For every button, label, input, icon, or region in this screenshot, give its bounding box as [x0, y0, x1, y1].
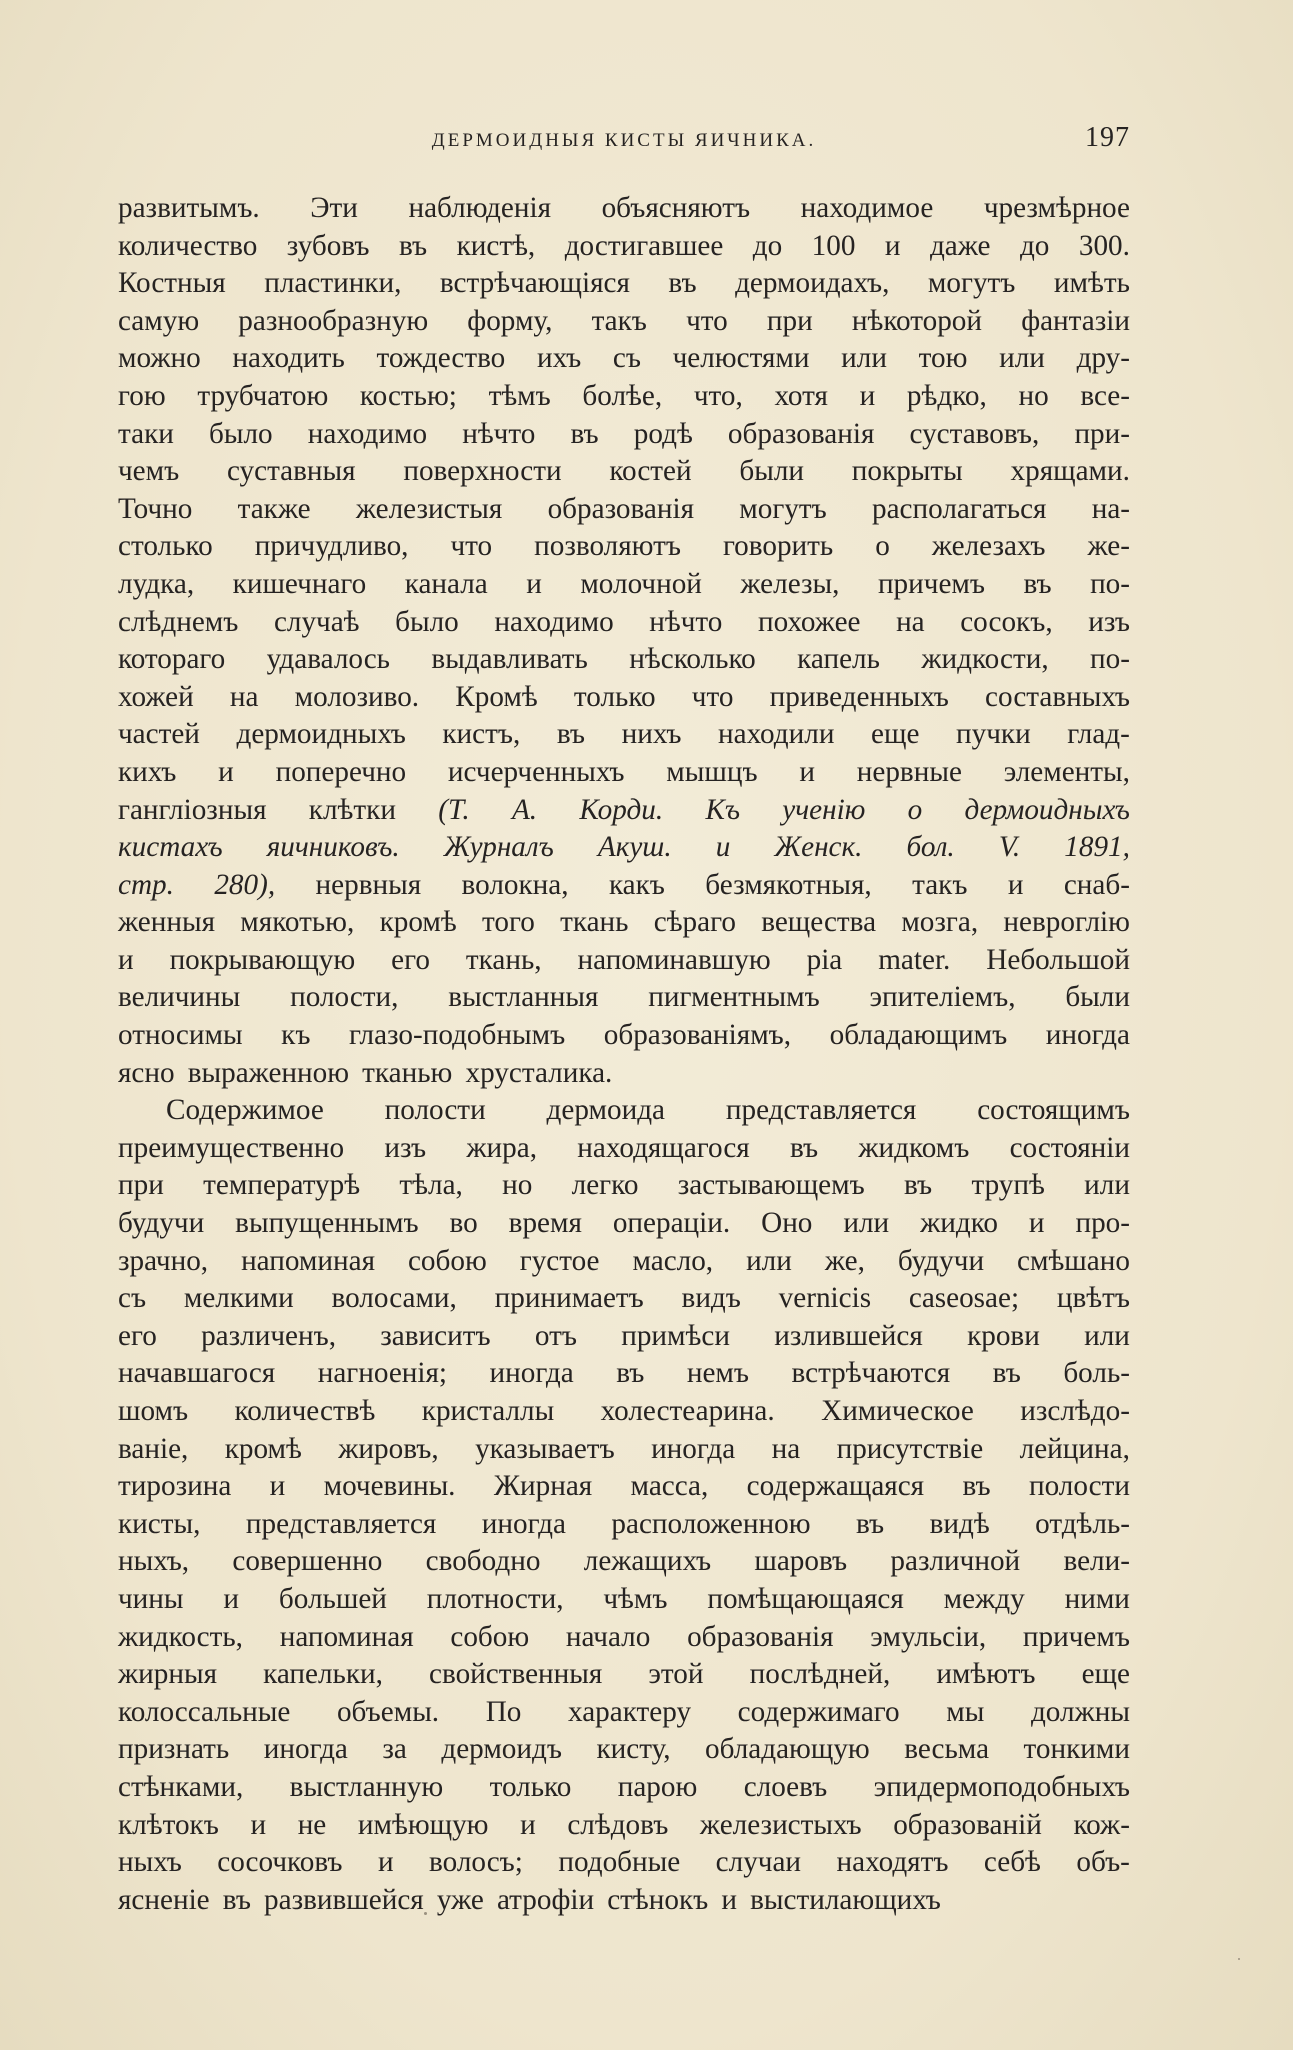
- text-line: ныхъ сосочковъ и волосъ; подобные случаи находятъ себѣ объ-: [118, 1846, 1130, 1879]
- text-line: развитымъ. Эти наблюденія объясняютъ находимое чрезмѣрное: [118, 192, 1130, 224]
- text-line: начавшагося нагноенія; иногда въ немъ встрѣчаются въ боль-: [118, 1357, 1130, 1390]
- text-line: таки было находимо нѣчто въ родѣ образованія суставовъ, при-: [118, 417, 1130, 450]
- text-line: ваніе, кромѣ жировъ, указываетъ иногда на присутствіе лейцина,: [118, 1432, 1130, 1465]
- text-line: относимы къ глазо-подобнымъ образованіямъ, обладающимъ иногда: [118, 1019, 1130, 1052]
- text-line: шомъ количествѣ кристаллы холестеарина. Химическое изслѣдо-: [118, 1395, 1130, 1427]
- running-head: ДЕРМОИДНЫЯ КИСТЫ ЯИЧНИКА.: [431, 130, 817, 151]
- text-line: жидкость, напоминая собою начало образованія эмульсіи, причемъ: [118, 1620, 1130, 1653]
- text-line: признать иногда за дермоидъ кисту, обладающую весьма тонкими: [118, 1733, 1130, 1766]
- text-line: гангліозныя клѣтки (Т. А. Корди. Къ ученію о дермоидныхъ: [118, 793, 1130, 826]
- text-line: клѣтокъ и не имѣющую и слѣдовъ железистыхъ образованій кож-: [118, 1808, 1130, 1841]
- text-line: столько причудливо, что позволяютъ говорить о железахъ же-: [118, 530, 1130, 563]
- paper-speck: [1238, 1958, 1240, 1960]
- text-line: можно находить тождество ихъ съ челюстями или тою или дру-: [118, 342, 1130, 375]
- text-line: колоссальные объемы. По характеру содержимаго мы должны: [118, 1695, 1130, 1728]
- text-line: величины полости, выстланныя пигментнымъ эпителіемъ, были: [118, 981, 1130, 1014]
- text-line: частей дермоидныхъ кистъ, въ нихъ находили еще пучки глад-: [118, 718, 1130, 751]
- text-line: чемъ суставныя поверхности костей были покрыты хрящами.: [118, 455, 1130, 488]
- paragraph: [118, 190, 1130, 1092]
- text-line: тирозина и мочевины. Жирная масса, содержащаяся въ полости: [118, 1470, 1130, 1503]
- text-line: лудка, кишечнаго канала и молочной железы, причемъ въ по-: [118, 567, 1130, 600]
- text-line: Содержимое полости дермоида представляется состоящимъ: [166, 1094, 1130, 1127]
- text-line: ясно выраженною тканью хрусталика.: [118, 1056, 613, 1089]
- text-line: ясненіе въ развившейся уже атрофіи стѣнокъ и выстилающихъ: [118, 1883, 941, 1916]
- text-line: преимущественно изъ жира, находящагося въ жидкомъ состояніи: [118, 1131, 1130, 1164]
- text-line: Костныя пластинки, встрѣчающіяся въ дермоидахъ, могутъ имѣть: [118, 267, 1130, 300]
- text-line: при температурѣ тѣла, но легко застывающемъ въ трупѣ или: [118, 1169, 1130, 1202]
- text-line: котораго удавалось выдавливать нѣсколько капель жидкости, по-: [118, 643, 1130, 676]
- text-line: самую разнообразную форму, такъ что при нѣкоторой фантазіи: [118, 304, 1130, 337]
- text-line: кистахъ яичниковъ. Журналъ Акуш. и Женск. бол. V. 1891,: [118, 831, 1130, 864]
- text-line: хожей на молозиво. Кромѣ только что приведенныхъ составныхъ: [118, 680, 1130, 713]
- text-line: Точно также железистыя образованія могутъ располагаться на-: [118, 492, 1130, 525]
- text-line: ныхъ, совершенно свободно лежащихъ шаровъ различной вели-: [118, 1545, 1130, 1578]
- text-line: и покрывающую его ткань, напоминавшую pia mater. Небольшой: [118, 943, 1130, 976]
- text-line: чины и большей плотности, чѣмъ помѣщающаяся между ними: [118, 1582, 1130, 1615]
- text-line: съ мелкими волосами, принимаетъ видъ vernicis caseosae; цвѣтъ: [118, 1282, 1130, 1315]
- text-line: его различенъ, зависитъ отъ примѣси излившейся крови или: [118, 1319, 1130, 1352]
- text-line: жирныя капельки, свойственныя этой послѣдней, имѣютъ еще: [118, 1658, 1130, 1691]
- body-text: [118, 190, 1130, 1919]
- paragraph: [118, 1092, 1130, 1919]
- text-line: количество зубовъ въ кистѣ, достигавшее до 100 и даже до 300.: [118, 229, 1130, 262]
- text-line: зрачно, напоминая собою густое масло, или же, будучи смѣшано: [118, 1244, 1130, 1277]
- page-number: 197: [1085, 122, 1130, 153]
- text-line: гою трубчатою костью; тѣмъ болѣе, что, хотя и рѣдко, но все-: [118, 379, 1130, 412]
- paper-speck: [424, 1912, 427, 1915]
- text-line: кихъ и поперечно исчерченныхъ мышцъ и нервные элементы,: [118, 755, 1130, 788]
- text-line: стѣнками, выстланную только парою слоевъ эпидермоподобныхъ: [118, 1770, 1130, 1803]
- text-line: кисты, представляется иногда расположенною въ видѣ отдѣль-: [118, 1507, 1130, 1540]
- text-line: женныя мякотью, кромѣ того ткань сѣраго вещества мозга, невроглію: [118, 906, 1130, 939]
- text-line: стр. 280), нервныя волокна, какъ безмякотныя, такъ и снаб-: [118, 868, 1130, 901]
- page-header: [118, 122, 1130, 162]
- text-line: слѣднемъ случаѣ было находимо нѣчто похожее на сосокъ, изъ: [118, 605, 1130, 638]
- text-line: будучи выпущеннымъ во время операціи. Оно или жидко и про-: [118, 1207, 1130, 1240]
